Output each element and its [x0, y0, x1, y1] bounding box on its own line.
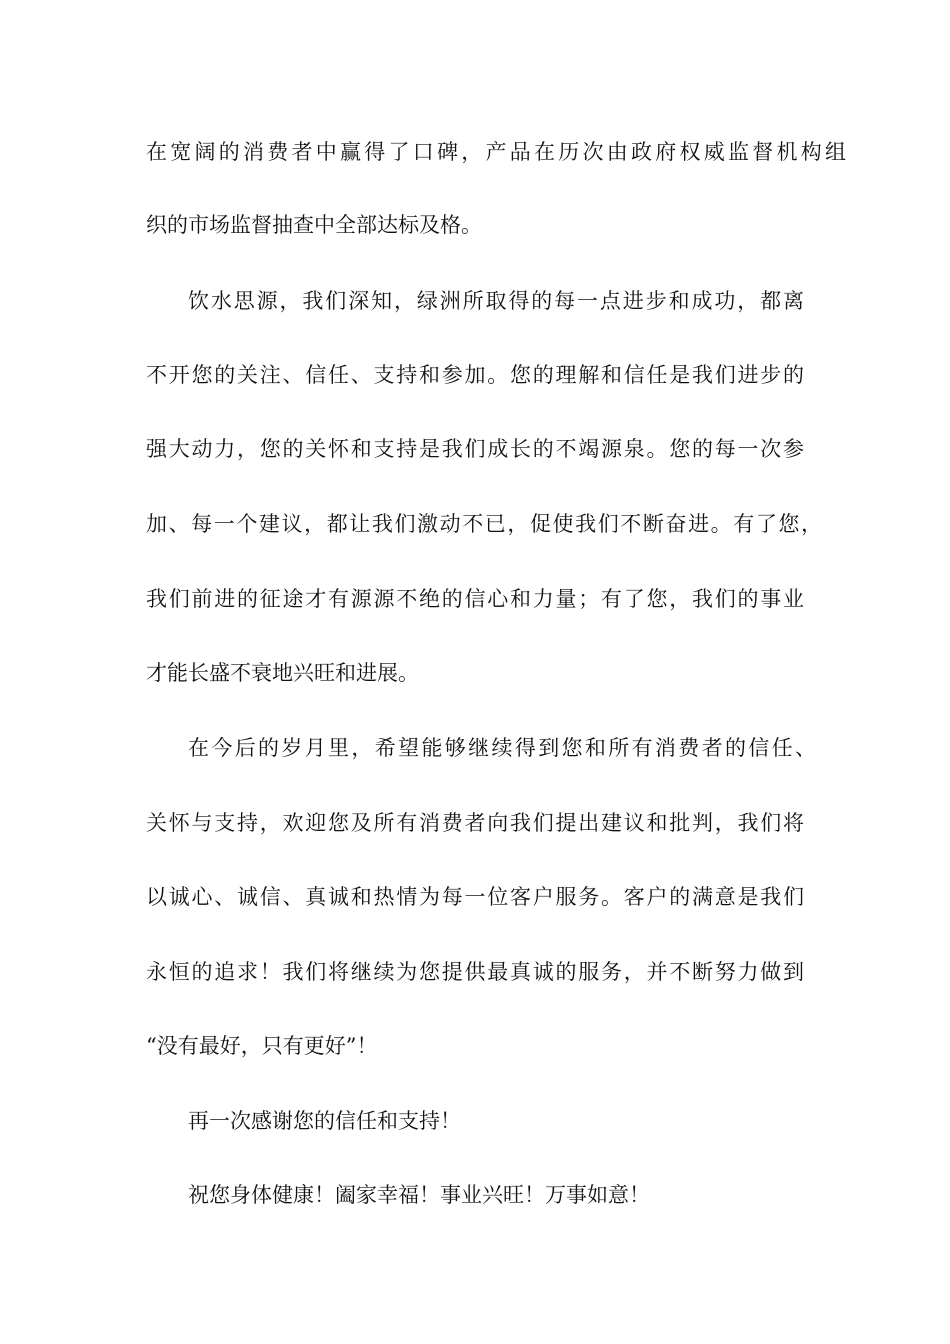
paragraph-line: 在今后的岁月里，希望能够继续得到您和所有消费者的信任、: [188, 736, 816, 760]
paragraph-line: 我们前进的征途才有源源不绝的信心和力量；有了您，我们的事业: [146, 587, 804, 611]
paragraph-line: “没有最好，只有更好”！: [146, 1034, 378, 1058]
paragraph-line: 以诚心、诚信、真诚和热情为每一位客户服务。客户的满意是我们: [146, 885, 804, 909]
paragraph-line: 饮水思源，我们深知，绿洲所取得的每一点进步和成功，都离: [188, 289, 804, 313]
paragraph-line: 强大动力，您的关怀和支持是我们成长的不竭源泉。您的每一次参: [146, 437, 804, 461]
paragraph-line: 在宽阔的消费者中赢得了口碑，产品在历次由政府权威监督机构组: [146, 140, 846, 164]
paragraph-line: 不开您的关注、信任、支持和参加。您的理解和信任是我们进步的: [146, 363, 804, 387]
paragraph-line: 加、每一个建议，都让我们激动不已，促使我们不断奋进。有了您，: [146, 512, 822, 536]
paragraph-line: 织的市场监督抽查中全部达标及格。: [146, 213, 482, 237]
closing-thanks: 再一次感谢您的信任和支持！: [188, 1109, 461, 1133]
paragraph-line: 关怀与支持，欢迎您及所有消费者向我们提出建议和批判，我们将: [146, 811, 804, 835]
paragraph-line: 才能长盛不衰地兴旺和进展。: [146, 661, 419, 685]
closing-wishes: 祝您身体健康！阖家幸福！事业兴旺！万事如意！: [188, 1183, 650, 1207]
paragraph-line: 永恒的追求！我们将继续为您提供最真诚的服务，并不断努力做到: [146, 960, 804, 984]
